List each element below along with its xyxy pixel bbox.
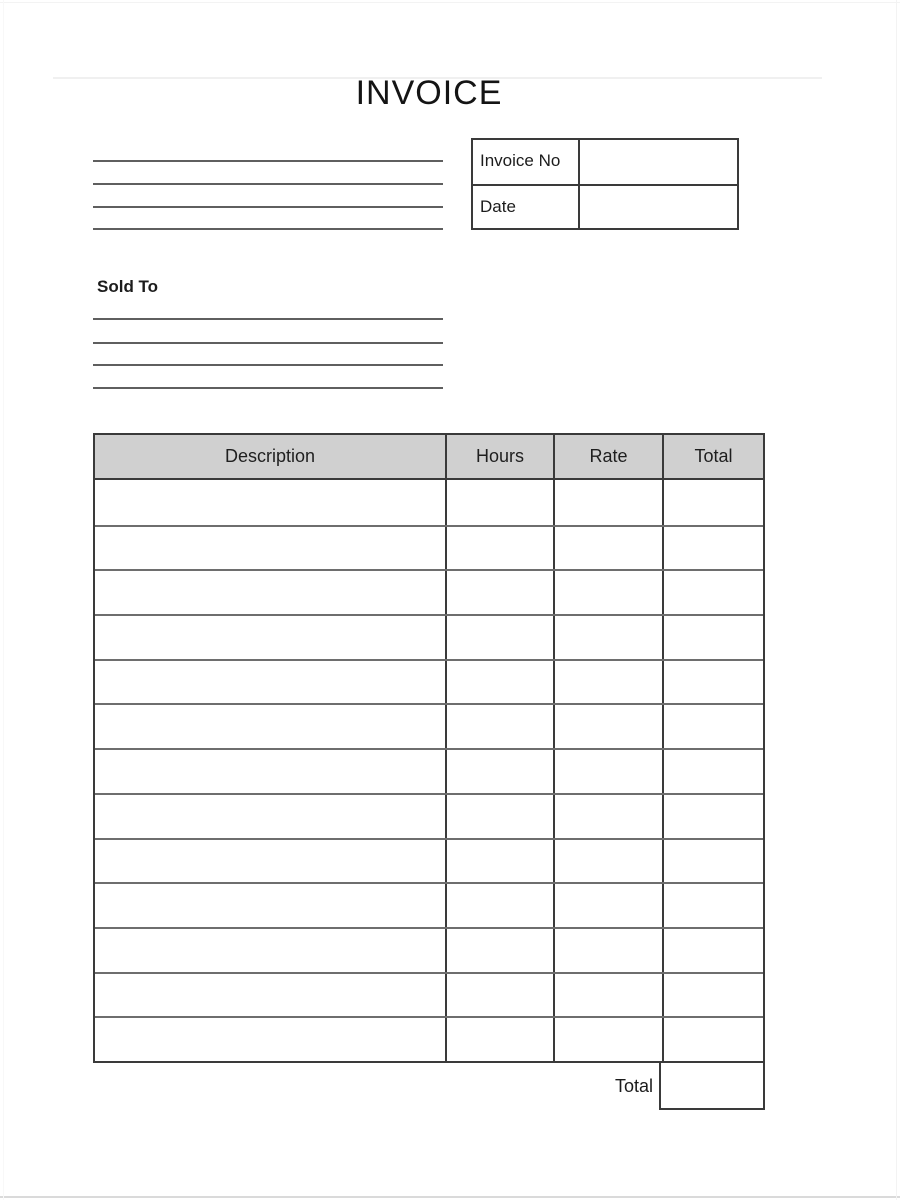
cell-total[interactable] [662,1018,763,1061]
cell-total[interactable] [662,616,763,659]
page-title: INVOICE [355,74,503,112]
cell-description[interactable] [95,480,445,525]
invoice-no-value[interactable] [580,140,737,184]
header-blank-line-1[interactable] [93,160,443,162]
cell-rate[interactable] [553,527,662,570]
cell-rate[interactable] [553,974,662,1017]
cell-rate[interactable] [553,661,662,704]
column-header-total: Total [662,435,763,478]
cell-description[interactable] [95,840,445,883]
table-row [95,480,763,525]
cell-rate[interactable] [553,1018,662,1061]
cell-hours[interactable] [445,616,553,659]
cell-description[interactable] [95,661,445,704]
table-row [95,1016,763,1061]
cell-description[interactable] [95,571,445,614]
cell-total[interactable] [662,795,763,838]
cell-total[interactable] [662,527,763,570]
cell-rate[interactable] [553,750,662,793]
invoice-no-label: Invoice No [473,140,580,184]
cell-hours[interactable] [445,705,553,748]
cell-total[interactable] [662,974,763,1017]
table-row [95,927,763,972]
cell-hours[interactable] [445,480,553,525]
sold-to-blank-line-1[interactable] [93,318,443,320]
sold-to-blank-line-3[interactable] [93,364,443,366]
sold-to-blank-line-2[interactable] [93,342,443,344]
cell-hours[interactable] [445,840,553,883]
cell-total[interactable] [662,705,763,748]
cell-total[interactable] [662,661,763,704]
cell-rate[interactable] [553,884,662,927]
cell-total[interactable] [662,750,763,793]
cell-hours[interactable] [445,661,553,704]
cell-rate[interactable] [553,616,662,659]
header-blank-line-3[interactable] [93,206,443,208]
cell-hours[interactable] [445,750,553,793]
column-header-description: Description [224,446,316,466]
cell-description[interactable] [95,795,445,838]
table-row [95,614,763,659]
cell-rate[interactable] [553,840,662,883]
cell-hours[interactable] [445,527,553,570]
cell-description[interactable] [95,1018,445,1061]
cell-hours[interactable] [445,929,553,972]
page-edge-right [896,0,897,1200]
cell-total[interactable] [662,480,763,525]
line-items-table [93,433,765,1063]
cell-rate[interactable] [553,705,662,748]
cell-total[interactable] [662,929,763,972]
table-header-row [95,435,763,480]
table-row [95,703,763,748]
date-value[interactable] [580,186,737,228]
table-row [95,793,763,838]
sold-to-blank-line-4[interactable] [93,387,443,389]
cell-rate[interactable] [553,929,662,972]
page-edge-left [3,0,4,1200]
cell-description[interactable] [95,705,445,748]
cell-rate[interactable] [553,795,662,838]
table-row [95,748,763,793]
header-blank-line-4[interactable] [93,228,443,230]
cell-description[interactable] [95,974,445,1017]
cell-description[interactable] [95,616,445,659]
cell-description[interactable] [95,884,445,927]
cell-description[interactable] [95,527,445,570]
page-edge-bottom [0,1196,900,1198]
sold-to-label: Sold To [97,277,159,296]
cell-total[interactable] [662,884,763,927]
cell-rate[interactable] [553,571,662,614]
table-row [95,972,763,1017]
table-row [95,569,763,614]
cell-hours[interactable] [445,795,553,838]
grand-total-label: Total [614,1076,653,1096]
date-row [473,184,737,228]
cell-description[interactable] [95,929,445,972]
column-header-rate: Rate [553,435,662,478]
cell-description[interactable] [95,750,445,793]
invoice-meta-box [471,138,739,230]
table-row [95,882,763,927]
column-header-hours: Hours [445,435,553,478]
date-label: Date [473,186,580,228]
grand-total-value[interactable] [659,1061,765,1110]
invoice-no-row [473,140,737,184]
table-row [95,659,763,704]
table-row [95,525,763,570]
table-row [95,838,763,883]
cell-total[interactable] [662,571,763,614]
cell-hours[interactable] [445,884,553,927]
header-blank-line-2[interactable] [93,183,443,185]
cell-hours[interactable] [445,974,553,1017]
cell-total[interactable] [662,840,763,883]
page-edge-top [0,2,900,3]
cell-hours[interactable] [445,1018,553,1061]
cell-rate[interactable] [553,480,662,525]
cell-hours[interactable] [445,571,553,614]
